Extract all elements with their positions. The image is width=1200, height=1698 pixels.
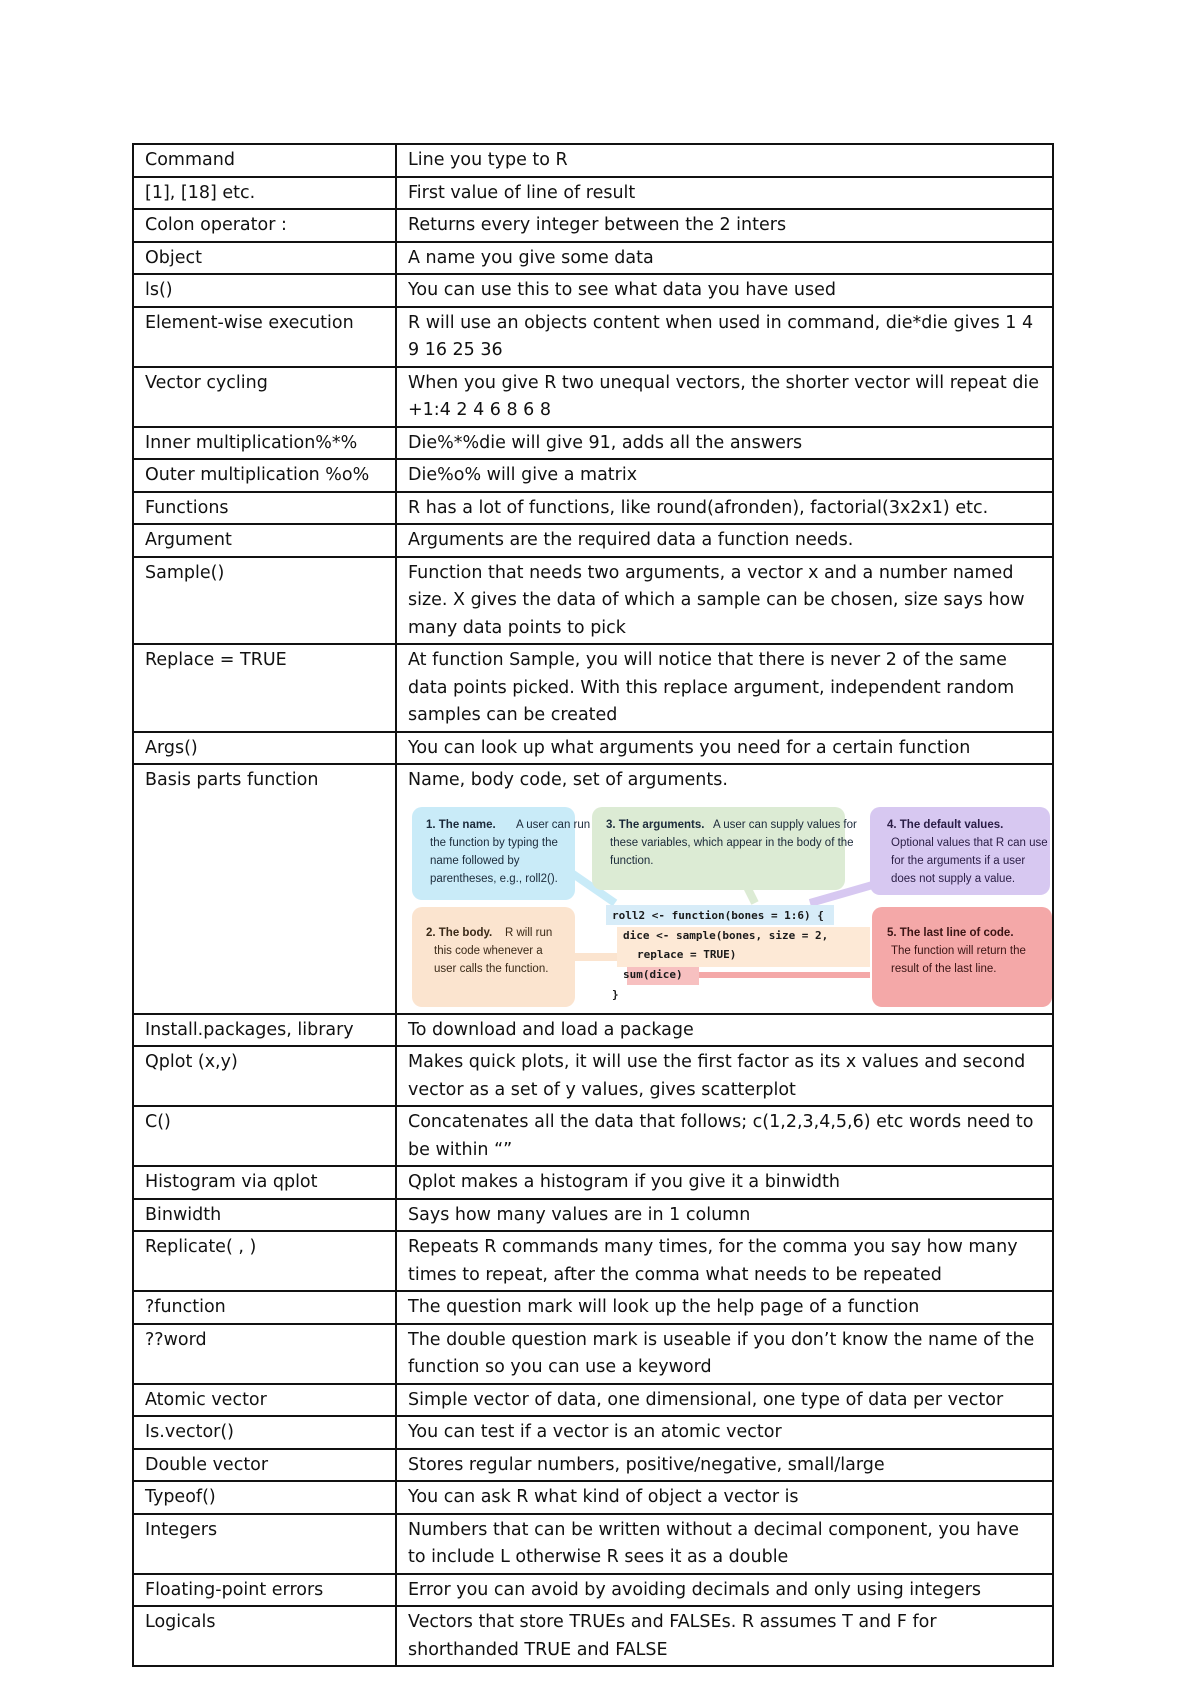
table-row (133, 1481, 1053, 1514)
desc-cell: You can use this to see what data you have used (396, 274, 1053, 307)
code-line-5: } (612, 987, 619, 1001)
desc-cell: The question mark will look up the help page of a function (396, 1291, 1053, 1324)
code-line-2: dice <- sample(bones, size = 2, (623, 928, 829, 942)
table-row (133, 557, 1053, 645)
code-line-3: replace = TRUE) (637, 947, 737, 961)
table-row (133, 524, 1053, 557)
desc-cell: R has a lot of functions, like round(afronden), factorial(3x2x1) etc. (396, 492, 1053, 525)
function-parts-figure (397, 795, 1052, 1013)
desc-cell: At function Sample, you will notice that there is never 2 of the same data points picked. With this replace argument, independent random samples can be created (396, 644, 1053, 732)
table-row (133, 644, 1053, 732)
term-cell: Inner multiplication%*% (133, 427, 396, 460)
table-row (133, 177, 1053, 210)
term-cell: Floating-point errors (133, 1574, 396, 1607)
desc-cell: Says how many values are in 1 column (396, 1199, 1053, 1232)
desc-cell: Concatenates all the data that follows; c(1,2,3,4,5,6) etc words need to be within “” (396, 1106, 1053, 1166)
table-row (133, 1416, 1053, 1449)
term-cell: ?function (133, 1291, 396, 1324)
term-cell: Outer multiplication %o% (133, 459, 396, 492)
body-line-1: R will run (505, 926, 553, 939)
term-cell: Histogram via qplot (133, 1166, 396, 1199)
table-row (133, 1166, 1053, 1199)
term-cell: ??word (133, 1324, 396, 1384)
last-line-2: result of the last line. (891, 962, 997, 975)
term-cell: Binwidth (133, 1199, 396, 1232)
desc-cell: R will use an objects content when used in command, die*die gives 1 4 9 16 25 36 (396, 307, 1053, 367)
args-line-3: function. (610, 854, 654, 867)
term-cell: Vector cycling (133, 367, 396, 427)
body-bubble (412, 907, 575, 1007)
desc-cell: Numbers that can be written without a decimal component, you have to include L otherwise R sees it as a double (396, 1514, 1053, 1574)
term-cell: Logicals (133, 1606, 396, 1666)
table-row (133, 1606, 1053, 1666)
figure-cell (396, 764, 1053, 1014)
term-cell: Qplot (x,y) (133, 1046, 396, 1106)
table-row (133, 274, 1053, 307)
glossary-table (132, 143, 1054, 1667)
table-body-top (133, 144, 1053, 764)
code-line-4: sum(dice) (623, 967, 683, 981)
svg-text:2. The body. R w (426, 927, 556, 975)
desc-cell: The double question mark is useable if you don’t know the name of the function so you can use a keyword (396, 1324, 1053, 1384)
table-row (133, 242, 1053, 275)
code-line-1: roll2 <- function(bones = 1:6) { (612, 908, 824, 922)
table-row-basis-parts (133, 764, 1053, 1014)
desc-cell: To download and load a package (396, 1014, 1053, 1047)
desc-cell: Returns every integer between the 2 inters (396, 209, 1053, 242)
term-cell: Typeof() (133, 1481, 396, 1514)
term-cell: [1], [18] etc. (133, 177, 396, 210)
term-cell: Functions (133, 492, 396, 525)
desc-cell: Makes quick plots, it will use the first factor as its x values and second vector as a set of y values, gives scatterplot (396, 1046, 1053, 1106)
term-cell: Is.vector() (133, 1416, 396, 1449)
desc-cell: Line you type to R (396, 144, 1053, 177)
desc-cell: You can look up what arguments you need for a certain function (396, 732, 1053, 765)
desc-cell: You can test if a vector is an atomic vector (396, 1416, 1053, 1449)
term-cell: Command (133, 144, 396, 177)
table-row (133, 1231, 1053, 1291)
last-title: 5. The last line of code. (887, 926, 1014, 939)
table-row (133, 1046, 1053, 1106)
default-title: 4. The default values. (887, 818, 1004, 831)
desc-cell: Vectors that store TRUEs and FALSEs. R assumes T and F for shorthanded TRUE and FALSE (396, 1606, 1053, 1666)
body-line-2: this code whenever a (434, 944, 543, 957)
term-cell: C() (133, 1106, 396, 1166)
table-row (133, 1514, 1053, 1574)
default-line-2: for the arguments if a user (891, 854, 1026, 867)
table-row (133, 1449, 1053, 1482)
table-row (133, 1106, 1053, 1166)
name-line-1: A user can run (516, 818, 591, 831)
table-body-bottom (133, 1014, 1053, 1667)
table-row (133, 427, 1053, 460)
desc-cell: Die%*%die will give 91, adds all the answers (396, 427, 1053, 460)
table-row (133, 1324, 1053, 1384)
term-cell: Integers (133, 1514, 396, 1574)
term-cell: Argument (133, 524, 396, 557)
desc-cell: Error you can avoid by avoiding decimals and only using integers (396, 1574, 1053, 1607)
desc-cell: A name you give some data (396, 242, 1053, 275)
desc-text: Name, body code, set of arguments. (408, 770, 728, 790)
name-line-3: name followed by (430, 854, 520, 867)
table-row (133, 1014, 1053, 1047)
term-cell: Element-wise execution (133, 307, 396, 367)
term-cell: Replicate( , ) (133, 1231, 396, 1291)
table-row (133, 1291, 1053, 1324)
table-row (133, 1384, 1053, 1417)
desc-cell: First value of line of result (396, 177, 1053, 210)
table-row (133, 1574, 1053, 1607)
term-cell: Args() (133, 732, 396, 765)
table-row (133, 1199, 1053, 1232)
body-title: 2. The body. (426, 926, 493, 939)
term-cell: Replace = TRUE (133, 644, 396, 732)
name-line-2: the function by typing the (430, 836, 558, 849)
term-cell: Sample() (133, 557, 396, 645)
last-line-bubble (872, 907, 1052, 1007)
desc-cell: Die%o% will give a matrix (396, 459, 1053, 492)
term-cell: Install.packages, library (133, 1014, 396, 1047)
desc-cell: Qplot makes a histogram if you give it a binwidth (396, 1166, 1053, 1199)
table-body-figure (133, 764, 1053, 1014)
desc-cell: Stores regular numbers, positive/negative, small/large (396, 1449, 1053, 1482)
desc-cell: Repeats R commands many times, for the comma you say how many times to repeat, after the comma what needs to be repeated (396, 1231, 1053, 1291)
table-row (133, 492, 1053, 525)
desc-cell: Simple vector of data, one dimensional, one type of data per vector (396, 1384, 1053, 1417)
desc-cell: Arguments are the required data a function needs. (396, 524, 1053, 557)
term-cell: Colon operator : (133, 209, 396, 242)
term-cell: ls() (133, 274, 396, 307)
term-cell: Double vector (133, 1449, 396, 1482)
table-row (133, 209, 1053, 242)
table-row (133, 732, 1053, 765)
term-cell: Object (133, 242, 396, 275)
table-row (133, 367, 1053, 427)
default-line-3: does not supply a value. (891, 872, 1016, 885)
name-title: 1. The name. (426, 818, 496, 831)
last-line-1: The function will return the (891, 944, 1026, 957)
function-parts-diagram (410, 795, 1052, 1009)
default-line-1: Optional values that R can use (891, 836, 1048, 849)
table-row (133, 459, 1053, 492)
term-cell: Atomic vector (133, 1384, 396, 1417)
body-line-3: user calls the function. (434, 962, 549, 975)
desc-cell: You can ask R what kind of object a vector is (396, 1481, 1053, 1514)
table-row (133, 144, 1053, 177)
args-line-2: these variables, which appear in the body of the (610, 836, 854, 849)
args-title: 3. The arguments. (606, 818, 705, 831)
desc-cell: When you give R two unequal vectors, the shorter vector will repeat die +1:4 2 4 6 8 6 8 (396, 367, 1053, 427)
name-line-4: parentheses, e.g., roll2(). (430, 872, 558, 885)
args-line-1: A user can supply values for (713, 818, 857, 831)
desc-cell: Function that needs two arguments, a vector x and a number named size. X gives the data of which a sample can be chosen, size says how many data points to pick (396, 557, 1053, 645)
term-cell: Basis parts function (133, 764, 396, 1014)
table-row (133, 307, 1053, 367)
